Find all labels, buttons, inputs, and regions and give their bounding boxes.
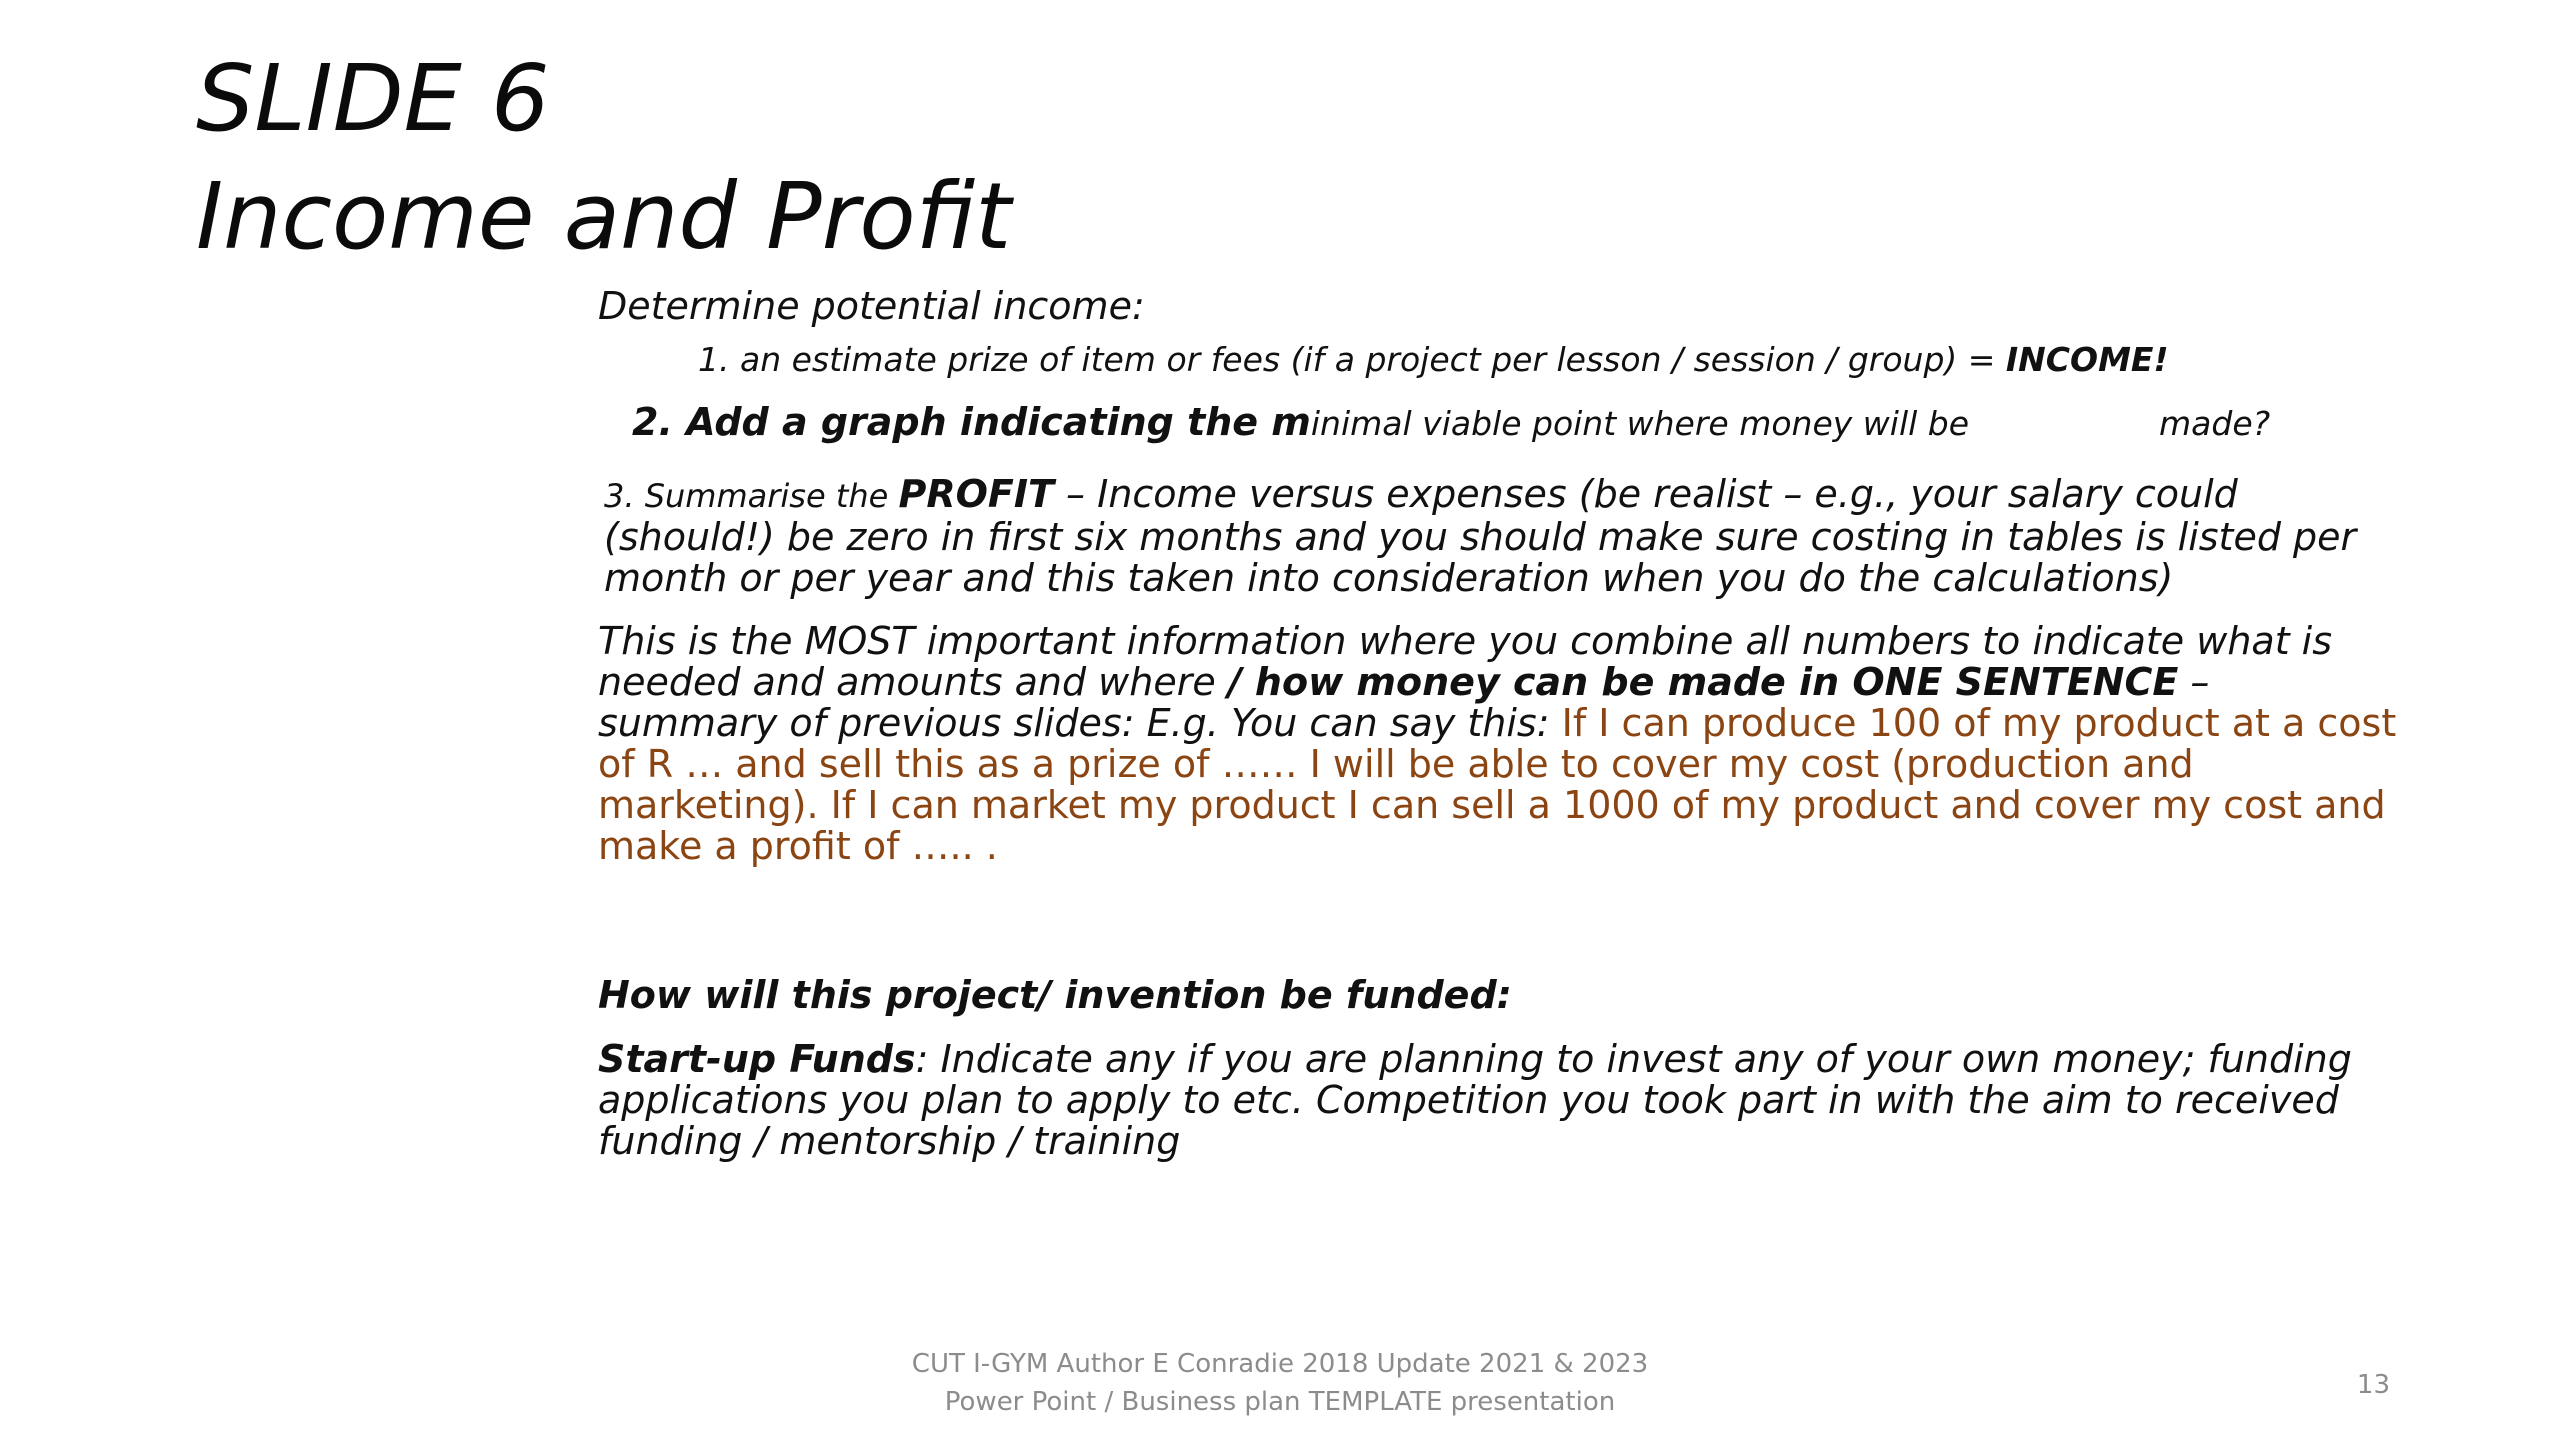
income-item-2-text: inimal viable point where money will be (1310, 404, 1970, 443)
startup-funds-label: Start-up Funds (598, 1037, 916, 1081)
page-number: 13 (2356, 1370, 2390, 1400)
slide-title-line2: Income and Profit (196, 163, 1012, 270)
most-important-text-2: – summary of previous slides: E.g. You can say this: (598, 660, 2210, 745)
slide-title-line1: SLIDE 6 (196, 45, 550, 152)
income-item-1-bold: INCOME! (2005, 340, 2169, 379)
most-important-bold: / how money can be made in ONE SENTENCE (1227, 660, 2179, 704)
most-important-paragraph (598, 621, 2398, 867)
slide-body (598, 282, 2398, 1162)
income-item-3-prefix: 3. Summarise the (604, 477, 899, 515)
startup-funds-paragraph (598, 1039, 2398, 1162)
startup-funds-text: : Indicate any if you are planning to invest any of your own money; funding applications you plan to apply to etc. Competition you took part in with the aim to received funding / mentorship / training (598, 1037, 2352, 1163)
footer-line-1: CUT I-GYM Author E Conradie 2018 Update 2021 & 2023 (911, 1349, 1649, 1379)
income-item-3-bold: PROFIT (898, 472, 1054, 516)
income-item-2 (632, 396, 2398, 456)
funding-heading: How will this project/ invention be funded: (598, 973, 1512, 1017)
income-item-2-bold: 2. Add a graph indicating the m (632, 400, 1311, 444)
income-heading: Determine potential income: (598, 284, 1145, 328)
income-item-3-text: – Income versus expenses (be realist – e.g., your salary could (should!) be zero in first six months and you should make sure costing in tables is listed per month or per year and this taken into consideration when you do the calculations) (604, 472, 2357, 600)
income-item-1-text: 1. an estimate prize of item or fees (if a project per lesson / session / group) = (698, 340, 2006, 379)
income-item-2-end: made? (2159, 404, 2271, 443)
slide-footer (780, 1345, 1780, 1421)
footer-line-2: Power Point / Business plan TEMPLATE presentation (944, 1387, 1616, 1417)
income-item-1 (698, 338, 2398, 382)
example-sentence: If I can produce 100 of my product at a cost of R … and sell this as a prize of …… I will be able to cover my cost (production and marketing). If I can market my product I can sell a 1000 of my product and cover my cost and make a profit of ….. . (598, 701, 2397, 868)
income-item-3 (604, 474, 2398, 599)
slide-title (196, 40, 1011, 276)
most-important-text-1: This is the MOST important information where you combine all numbers to indicate what is needed and amounts and where (598, 619, 2333, 704)
